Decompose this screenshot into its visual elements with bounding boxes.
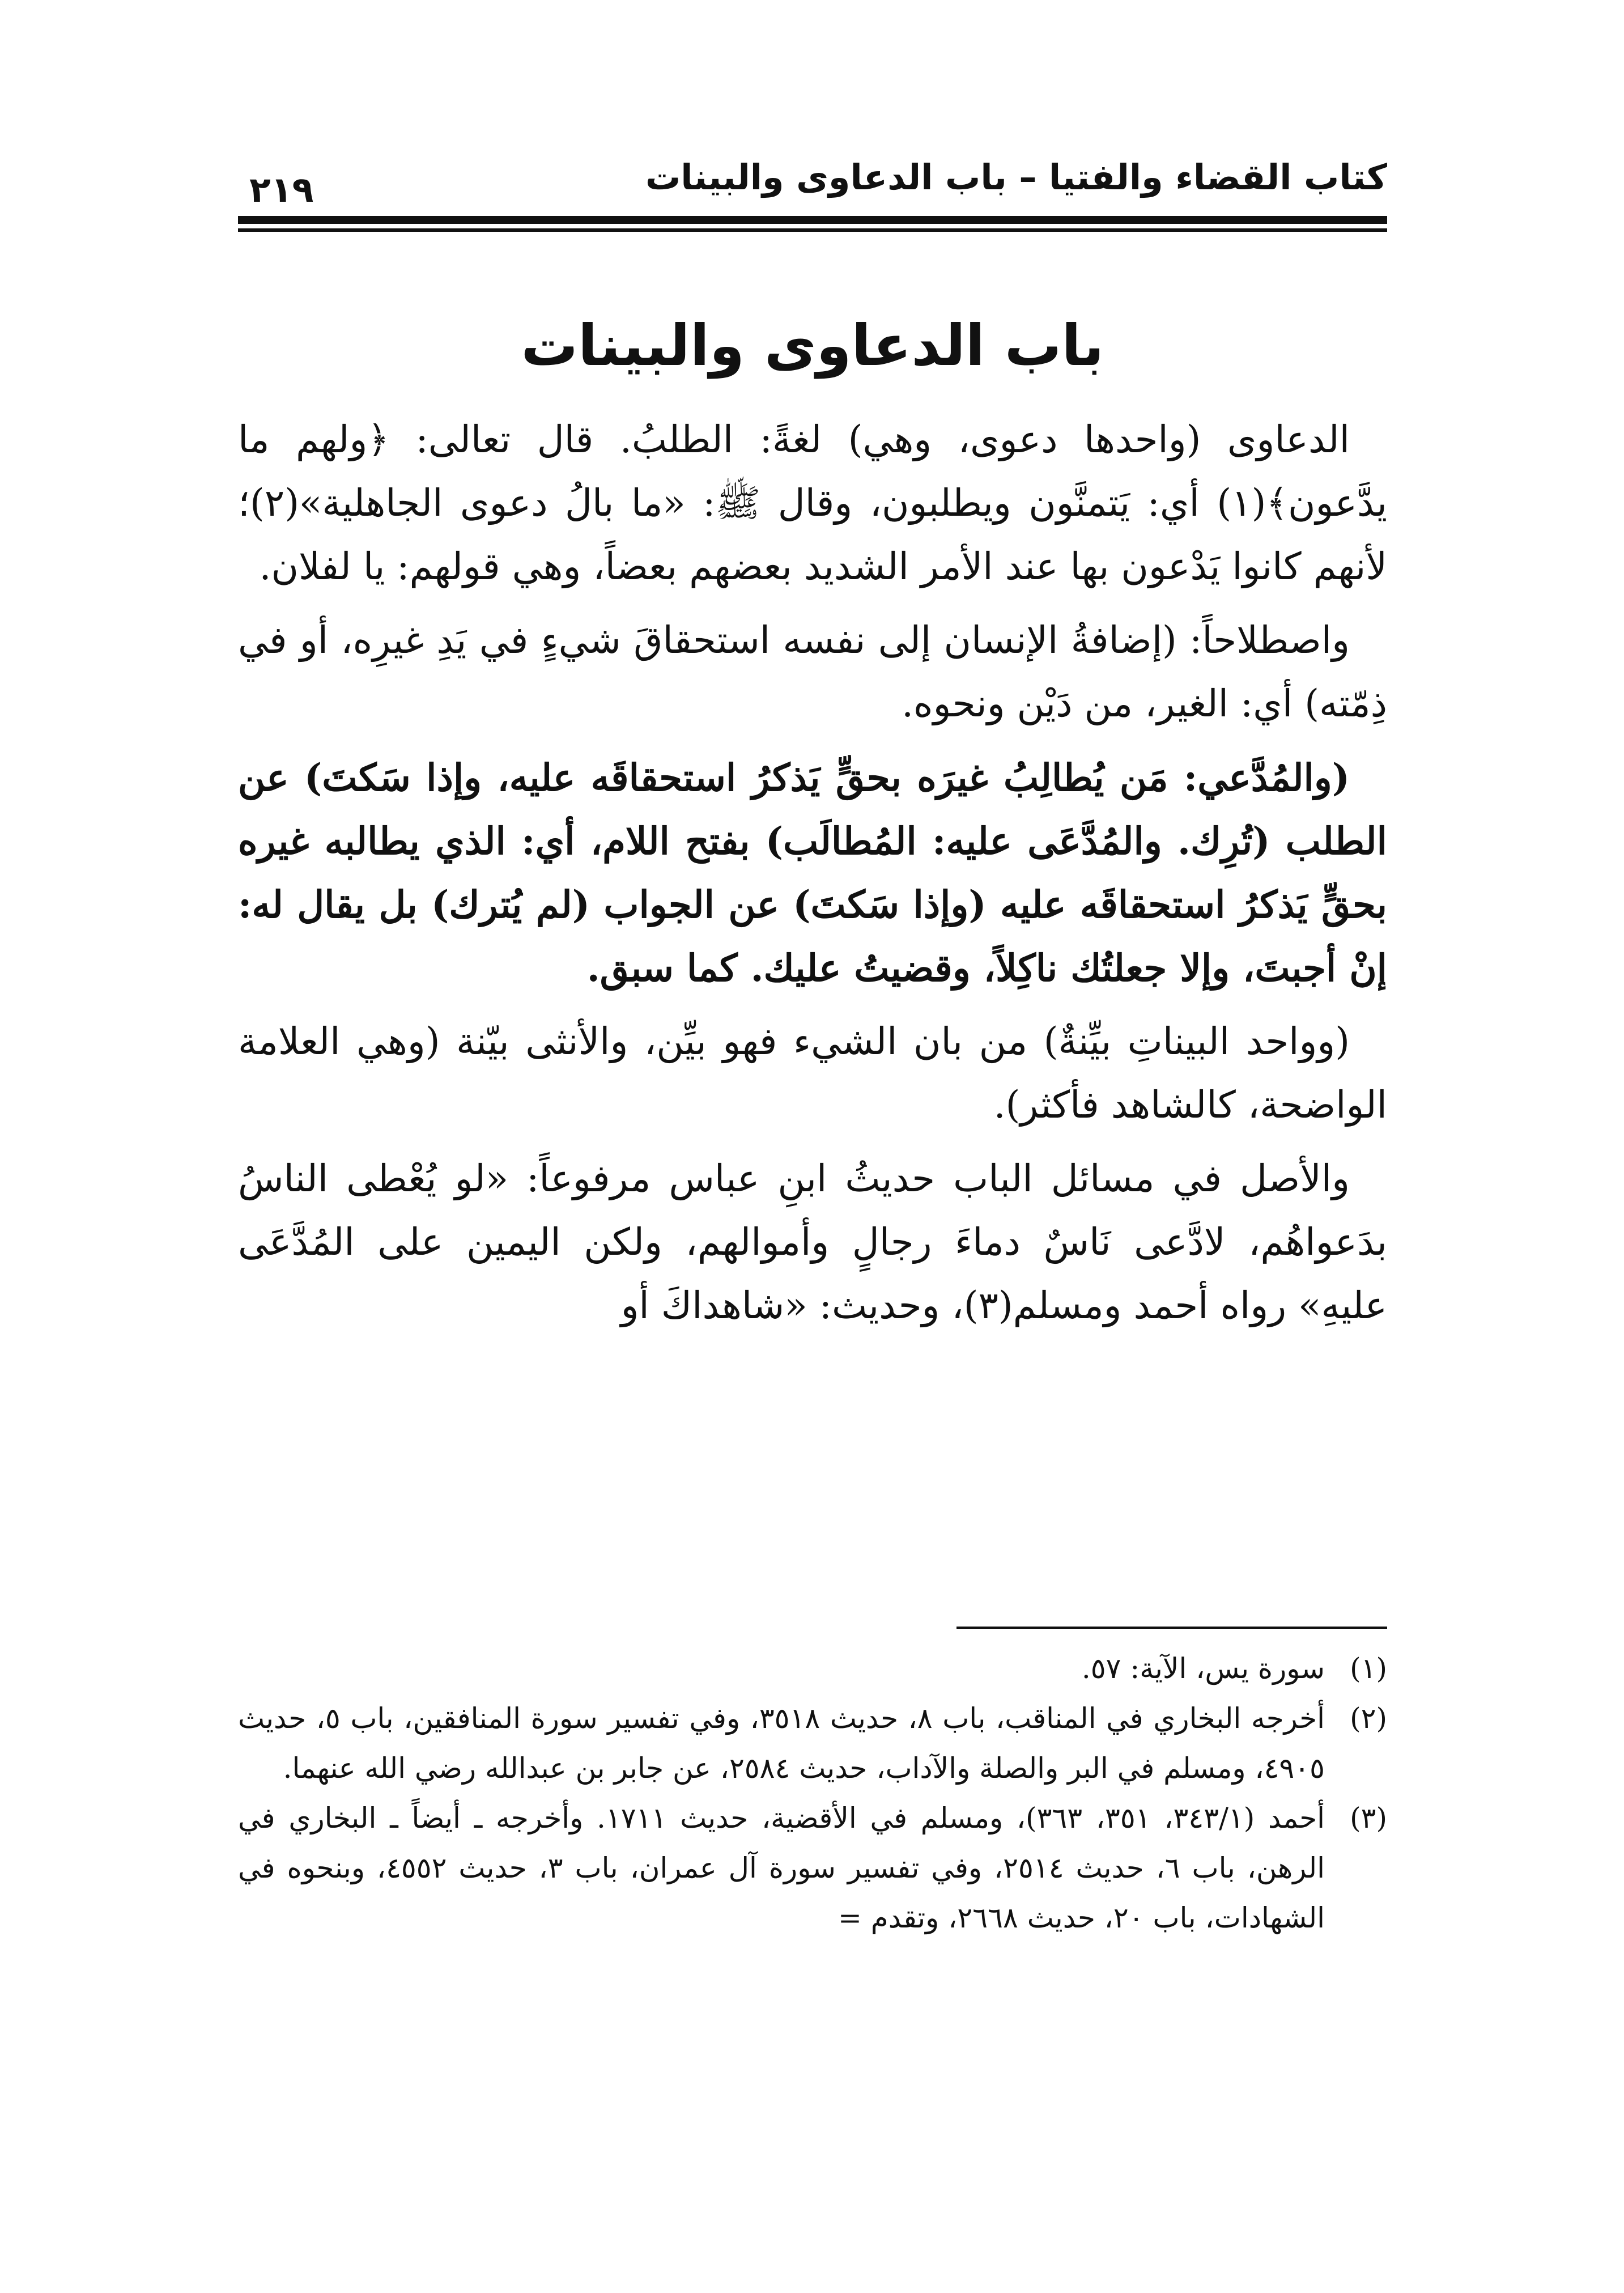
footnotes [238,1644,1387,1943]
footnote-number: (٣) [1350,1802,1387,1835]
footnote-rule [956,1627,1387,1629]
paragraph-2: واصطلاحاً: (إضافةُ الإنسان إلى نفسه استحقاقَ شيءٍ في يَدِ غيرِه، أو في ذِمّته) أي: الغير، من دَيْن ونحوه. [238,618,1387,725]
footnote-3 [238,1793,1387,1943]
running-header [238,145,1387,224]
chapter-title: باب الدعاوى والبينات [521,312,1104,379]
page-number: ٢١٩ [249,169,314,210]
header-rule-thin [238,228,1387,232]
paragraph-3: (والمُدَّعي: مَن يُطالِبُ غيرَه بحقٍّ يَذكرُ استحقاقَه عليه، وإذا سَكتَ) عن الطلب (تُرِك. والمُدَّعَى عليه: المُطالَب) بفتح اللام، أي: الذي يطالبه غيره بحقٍّ يَذكرُ استحقاقَه عليه (وإذا سَكتَ) عن الجواب (لم يُترك) بل يقال له: إنْ أجبتَ، وإلا جعلتُك ناكِلاً، وقضيتُ عليك. كما سبق. [238,755,1387,990]
header-rule-thick [238,216,1387,224]
running-title: كتاب القضاء والفتيا – باب الدعاوى والبينات [645,156,1387,198]
paragraph-4: (وواحد البيناتِ بيِّنةٌ) من بان الشيء فهو بيِّن، والأنثى بيّنة (وهي العلامة الواضحة، كالشاهد فأكثر). [238,1020,1387,1127]
paragraph-5: والأصل في مسائل الباب حديثُ ابنِ عباس مرفوعاً: «لو يُعْطى الناسُ بدَعواهُم، لادَّعى نَاسٌ دماءَ رجالٍ وأموالهم، ولكن اليمين على المُدَّعَى عليهِ» رواه أحمد ومسلم(٣)، وحديث: «شاهداكَ أو [238,1157,1387,1327]
footnote-text: أحمد (٣٤٣/١، ٣٥١، ٣٦٣)، ومسلم في الأقضية، حديث ١٧١١. وأخرجه ـ أيضاً ـ البخاري في الرهن، باب ٦، حديث ٢٥١٤، وفي تفسير سورة آل عمران، باب ٣، حديث ٤٥٥٢، وبنحوه في الشهادات، باب ٢٠، حديث ٢٦٦٨، وتقدم = [238,1802,1325,1934]
footnote-text: سورة يس، الآية: ٥٧. [1081,1652,1325,1685]
paragraph-1: الدعاوى (واحدها دعوى، وهي) لغةً: الطلبُ. قال تعالى: ﴿ولهم ما يدَّعون﴾(١) أي: يَتمنَّون ويطلبون، وقال ﷺ: «ما بالُ دعوى الجاهلية»(٢)؛ لأنهم كانوا يَدْعون بها عند الأمر الشديد بعضهم بعضاً، وهي قولهم: يا لفلان. [238,418,1387,588]
footnote-2 [238,1693,1387,1793]
footnote-number: (١) [1350,1652,1387,1685]
footnote-text: أخرجه البخاري في المناقب، باب ٨، حديث ٣٥١٨، وفي تفسير سورة المنافقين، باب ٥، حديث ٤٩٠٥، ومسلم في البر والصلة والآداب، حديث ٢٥٨٤، عن جابر بن عبدالله رضي الله عنهما. [238,1702,1325,1785]
body-text [238,408,1387,1337]
footnote-number: (٢) [1350,1702,1387,1735]
footnote-1 [238,1644,1387,1693]
